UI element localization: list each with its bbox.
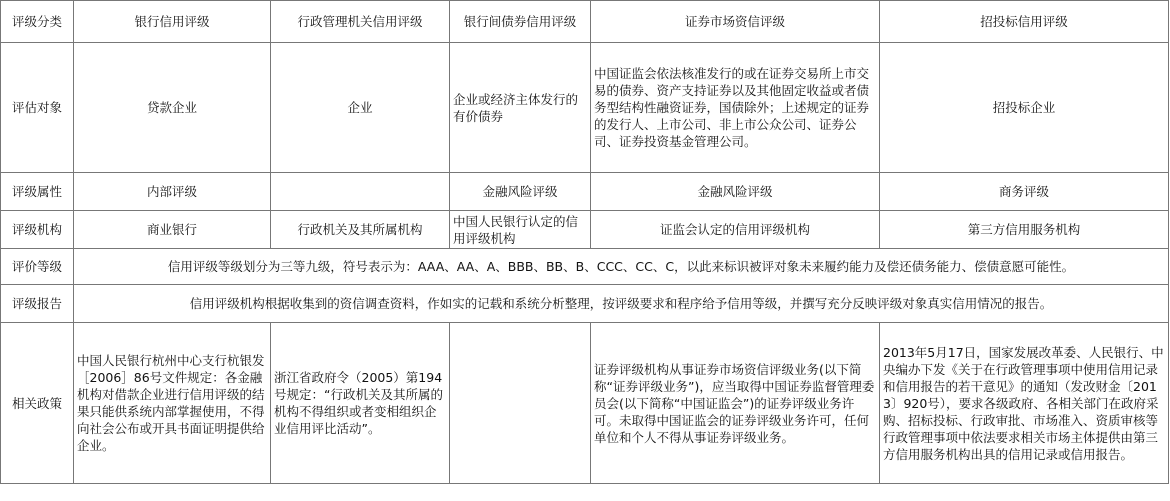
row-evaluation-object [1,43,1169,173]
table-cell: 证监会认定的信用评级机构 [591,211,880,249]
table-cell: 浙江省政府令（2005）第194号规定：“行政机关及其所属的机构不得组织或者变相组织企业信用评比活动”。 [271,323,450,484]
header-bidding-rating: 招投标信用评级 [880,1,1169,43]
table-cell: 贷款企业 [74,43,271,173]
header-row [1,1,1169,43]
row-label: 评估对象 [1,43,74,173]
table-cell: 企业或经济主体发行的有价债券 [450,43,591,173]
header-admin-rating: 行政管理机关信用评级 [271,1,450,43]
row-label: 评价等级 [1,249,74,285]
table-cell: 中国人民银行杭州中心支行杭银发［2006］86号文件规定：各金融机构对借款企业进行信用评级的结果只能供系统内部掌握使用，不得向社会公布或开具书面证明提供给企业。 [74,323,271,484]
row-rating-agency [1,211,1169,249]
header-interbank-bond-rating: 银行间债券信用评级 [450,1,591,43]
table-cell: 招投标企业 [880,43,1169,173]
header-bank-rating: 银行信用评级 [74,1,271,43]
table-cell: 金融风险评级 [591,173,880,211]
row-label: 评级报告 [1,285,74,323]
row-label: 相关政策 [1,323,74,484]
table-cell: 商务评级 [880,173,1169,211]
row-evaluation-grade [1,249,1169,285]
row-related-policy [1,323,1169,484]
merged-cell: 信用评级等级划分为三等九级，符号表示为：AAA、AA、A、BBB、BB、B、CCC、CC、C，以此来标识被评对象未来履约能力及偿还债务能力、偿债意愿可能性。 [74,249,1169,285]
header-category: 评级分类 [1,1,74,43]
row-rating-attribute [1,173,1169,211]
table-cell: 金融风险评级 [450,173,591,211]
table-cell [271,173,450,211]
row-rating-report [1,285,1169,323]
table-cell: 内部评级 [74,173,271,211]
table-cell [450,323,591,484]
table-cell: 商业银行 [74,211,271,249]
merged-cell: 信用评级机构根据收集到的资信调查资料，作如实的记载和系统分析整理，按评级要求和程序给予信用等级，并撰写充分反映评级对象真实信用情况的报告。 [74,285,1169,323]
row-label: 评级机构 [1,211,74,249]
table-cell: 第三方信用服务机构 [880,211,1169,249]
table-cell: 行政机关及其所属机构 [271,211,450,249]
table-cell: 证券评级机构从事证券市场资信评级业务(以下简称“证券评级业务”)，应当取得中国证券监督管理委员会(以下简称“中国证监会”)的证券评级业务许可。未取得中国证监会的证券评级业务许可，任何单位和个人不得从事证券评级业务。 [591,323,880,484]
table-cell: 2013年5月17日，国家发展改革委、人民银行、中央编办下发《关于在行政管理事项中使用信用记录和信用报告的若干意见》的通知（发改财金〔2013〕920号），要求各级政府、各相关部门在政府采购、招标投标、行政审批、市场准入、资质审核等行政管理事项中依法要求相关市场主体提供由第三方信用服务机构出具的信用记录或信用报告。 [880,323,1169,484]
header-securities-rating: 证券市场资信评级 [591,1,880,43]
table-cell: 企业 [271,43,450,173]
row-label: 评级属性 [1,173,74,211]
table-cell: 中国人民银行认定的信用评级机构 [450,211,591,249]
table-cell: 中国证监会依法核准发行的或在证券交易所上市交易的债券、资产支持证券以及其他固定收益或者债务型结构性融资证券，国债除外；上述规定的证券的发行人、上市公司、非上市公众公司、证券公司、证券投资基金管理公司。 [591,43,880,173]
